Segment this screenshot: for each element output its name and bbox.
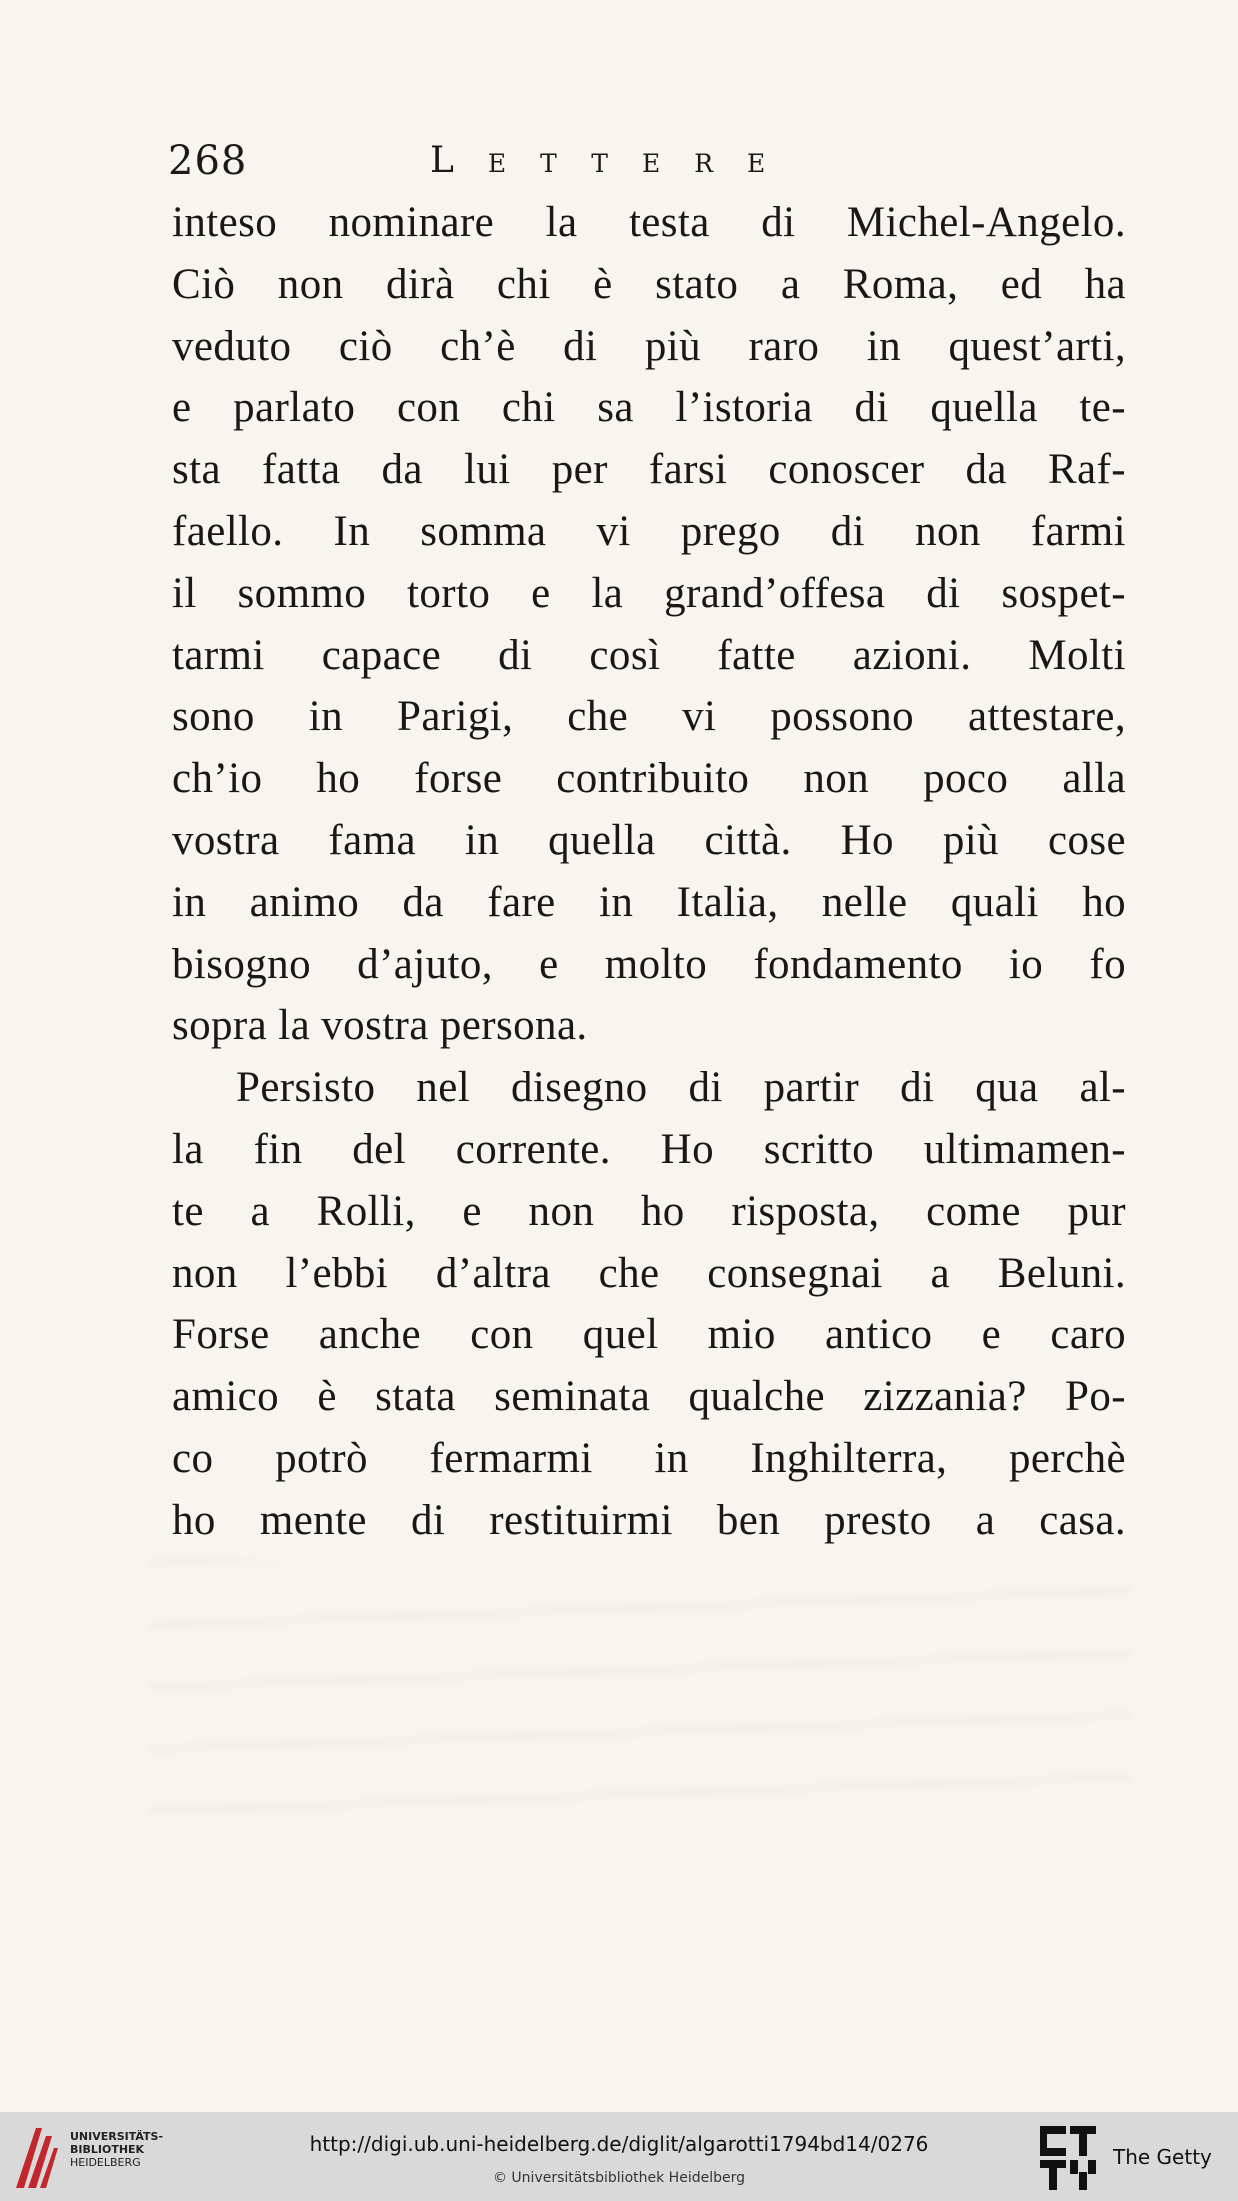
text-line: faello. In somma vi prego di non farmi: [172, 507, 1126, 555]
text-line: ho mente di restituirmi ben presto a casa.: [172, 1496, 1126, 1544]
footer-bar: [0, 2112, 1238, 2201]
text-line: sopra la vostra persona.: [172, 1002, 588, 1050]
show-through: [150, 1560, 1130, 1820]
text-line: te a Rolli, e non ho risposta, come pur: [172, 1187, 1126, 1235]
library-name: UNIVERSITÄTS- BIBLIOTHEK HEIDELBERG: [70, 2130, 164, 2169]
partner-name: The Getty: [1113, 2145, 1212, 2169]
page-number: 268: [168, 138, 248, 184]
text-line: veduto ciò ch’è di più raro in quest’arti,: [172, 322, 1126, 370]
text-line: il sommo torto e la grand’offesa di sospet-: [172, 569, 1126, 617]
text-line: vostra fama in quella città. Ho più cose: [172, 816, 1126, 864]
text-line: amico è stata seminata qualche zizzania? Po-: [172, 1373, 1126, 1421]
running-title: Lettere: [430, 140, 800, 181]
text-line: la fin del corrente. Ho scritto ultimamen-: [172, 1125, 1126, 1173]
text-line: Persisto nel disegno di partir di qua al-: [236, 1064, 1126, 1112]
running-head: [168, 138, 1148, 198]
text-line: sta fatta da lui per farsi conoscer da Raf-: [172, 446, 1126, 494]
text-line: in animo da fare in Italia, nelle quali ho: [172, 878, 1126, 926]
text-line: inteso nominare la testa di Michel-Angelo.: [172, 199, 1126, 246]
text-line: co potrò fermarmi in Inghilterra, perchè: [172, 1434, 1126, 1482]
text-line: e parlato con chi sa l’istoria di quella te-: [172, 384, 1126, 432]
copyright-notice: © Universitätsbibliothek Heidelberg: [492, 2170, 745, 2186]
text-line: sono in Parigi, che vi possono attestare,: [172, 693, 1126, 741]
permalink-url[interactable]: http://digi.ub.uni-heidelberg.de/diglit/algarotti1794bd14/0276: [309, 2132, 929, 2156]
text-line: ch’io ho forse contribuito non poco alla: [172, 755, 1126, 803]
text-line: bisogno d’ajuto, e molto fondamento io fo: [172, 940, 1126, 988]
text-line: tarmi capace di così fatte azioni. Molti: [172, 631, 1126, 679]
text-line: Ciò non dirà chi è stato a Roma, ed ha: [172, 260, 1126, 308]
body-text: [172, 192, 1126, 1552]
text-line: non l’ebbi d’altra che consegnai a Beluni.: [172, 1249, 1126, 1297]
text-line: Forse anche con quel mio antico e caro: [172, 1311, 1126, 1359]
getty-logo-icon[interactable]: [1040, 2126, 1096, 2190]
